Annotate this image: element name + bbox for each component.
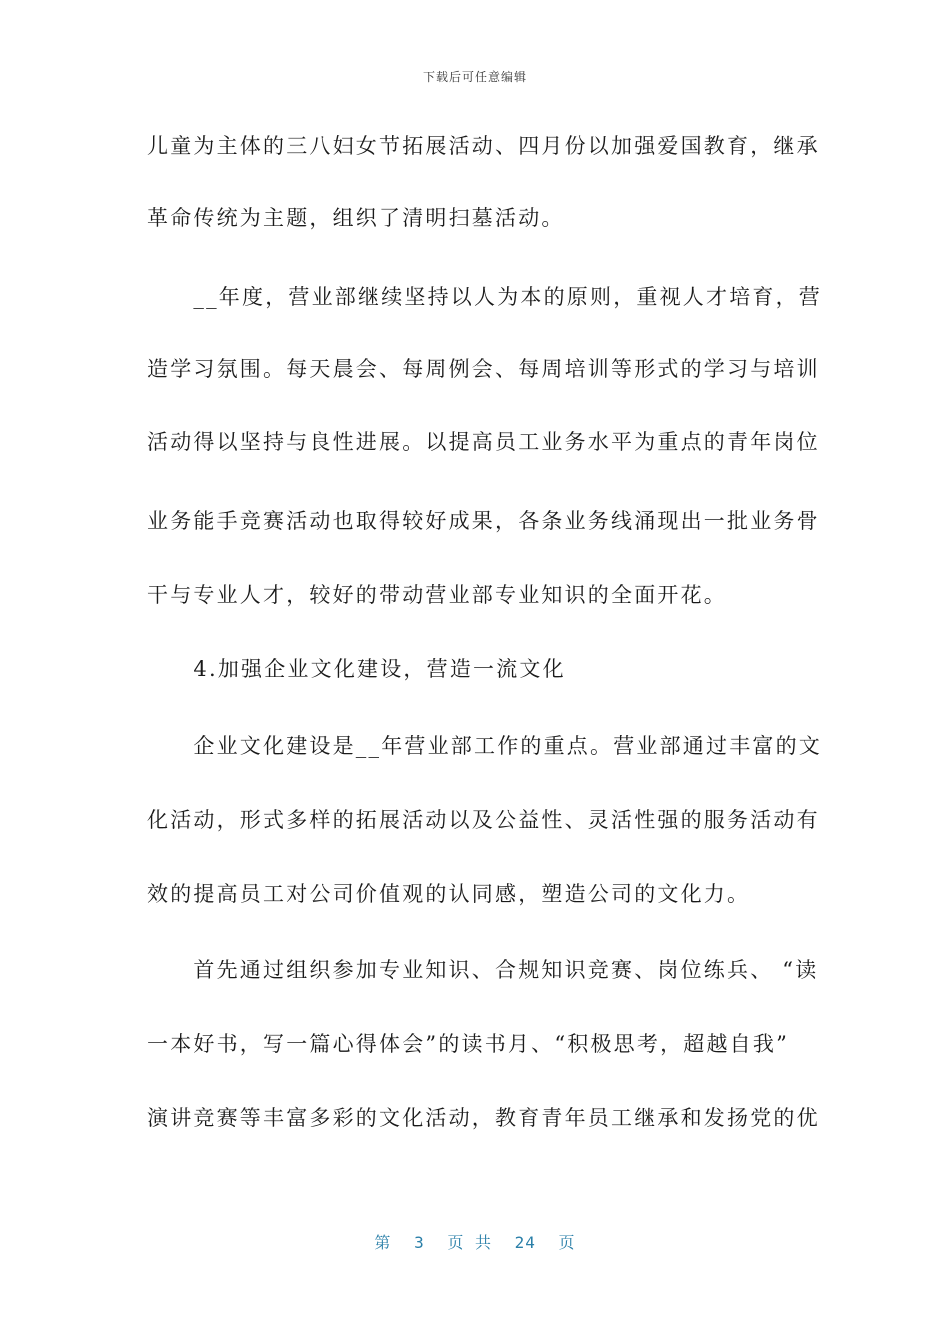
footer-label-ye-gong: 页 共 — [447, 1233, 492, 1252]
paragraph-line: 首先通过组织参加专业知识、合规知识竞赛、岗位练兵、 “读 — [147, 958, 819, 982]
paragraph-line: 化活动，形式多样的拓展活动以及公益性、灵活性强的服务活动有 — [147, 808, 820, 832]
paragraph-line: __年度，营业部继续坚持以人为本的原则，重视人才培育，营 — [147, 285, 822, 309]
paragraph-line: 革命传统为主题，组织了清明扫墓活动。 — [147, 206, 565, 230]
paragraph-line: 活动得以坚持与良性进展。以提高员工业务水平为重点的青年岗位 — [147, 430, 820, 454]
paragraph-line: 干与专业人才，较好的带动营业部专业知识的全面开花。 — [147, 583, 727, 607]
total-page-count: 24 — [514, 1233, 536, 1252]
page-header-note: 下载后可任意编辑 — [422, 70, 527, 84]
paragraph-line: 效的提高员工对公司价值观的认同感，塑造公司的文化力。 — [147, 882, 751, 906]
paragraph-line: 业务能手竞赛活动也取得较好成果，各条业务线涌现出一批业务骨 — [147, 509, 820, 533]
paragraph-line: 一本好书，写一篇心得体会”的读书月、“积极思考，超越自我” — [147, 1032, 790, 1056]
footer-label-ye: 页 — [558, 1233, 576, 1252]
section-heading: 4.加强企业文化建设，营造一流文化 — [147, 657, 566, 681]
page-number-footer — [0, 1230, 950, 1253]
footer-label-di: 第 — [374, 1233, 392, 1252]
paragraph-line: 企业文化建设是__年营业部工作的重点。营业部通过丰富的文 — [147, 734, 822, 758]
current-page-number: 3 — [414, 1233, 425, 1252]
paragraph-line: 演讲竞赛等丰富多彩的文化活动，教育青年员工继承和发扬党的优 — [147, 1106, 820, 1130]
paragraph-line: 儿童为主体的三八妇女节拓展活动、四月份以加强爱国教育，继承 — [147, 134, 820, 158]
paragraph-line: 造学习氛围。每天晨会、每周例会、每周培训等形式的学习与培训 — [147, 357, 820, 381]
